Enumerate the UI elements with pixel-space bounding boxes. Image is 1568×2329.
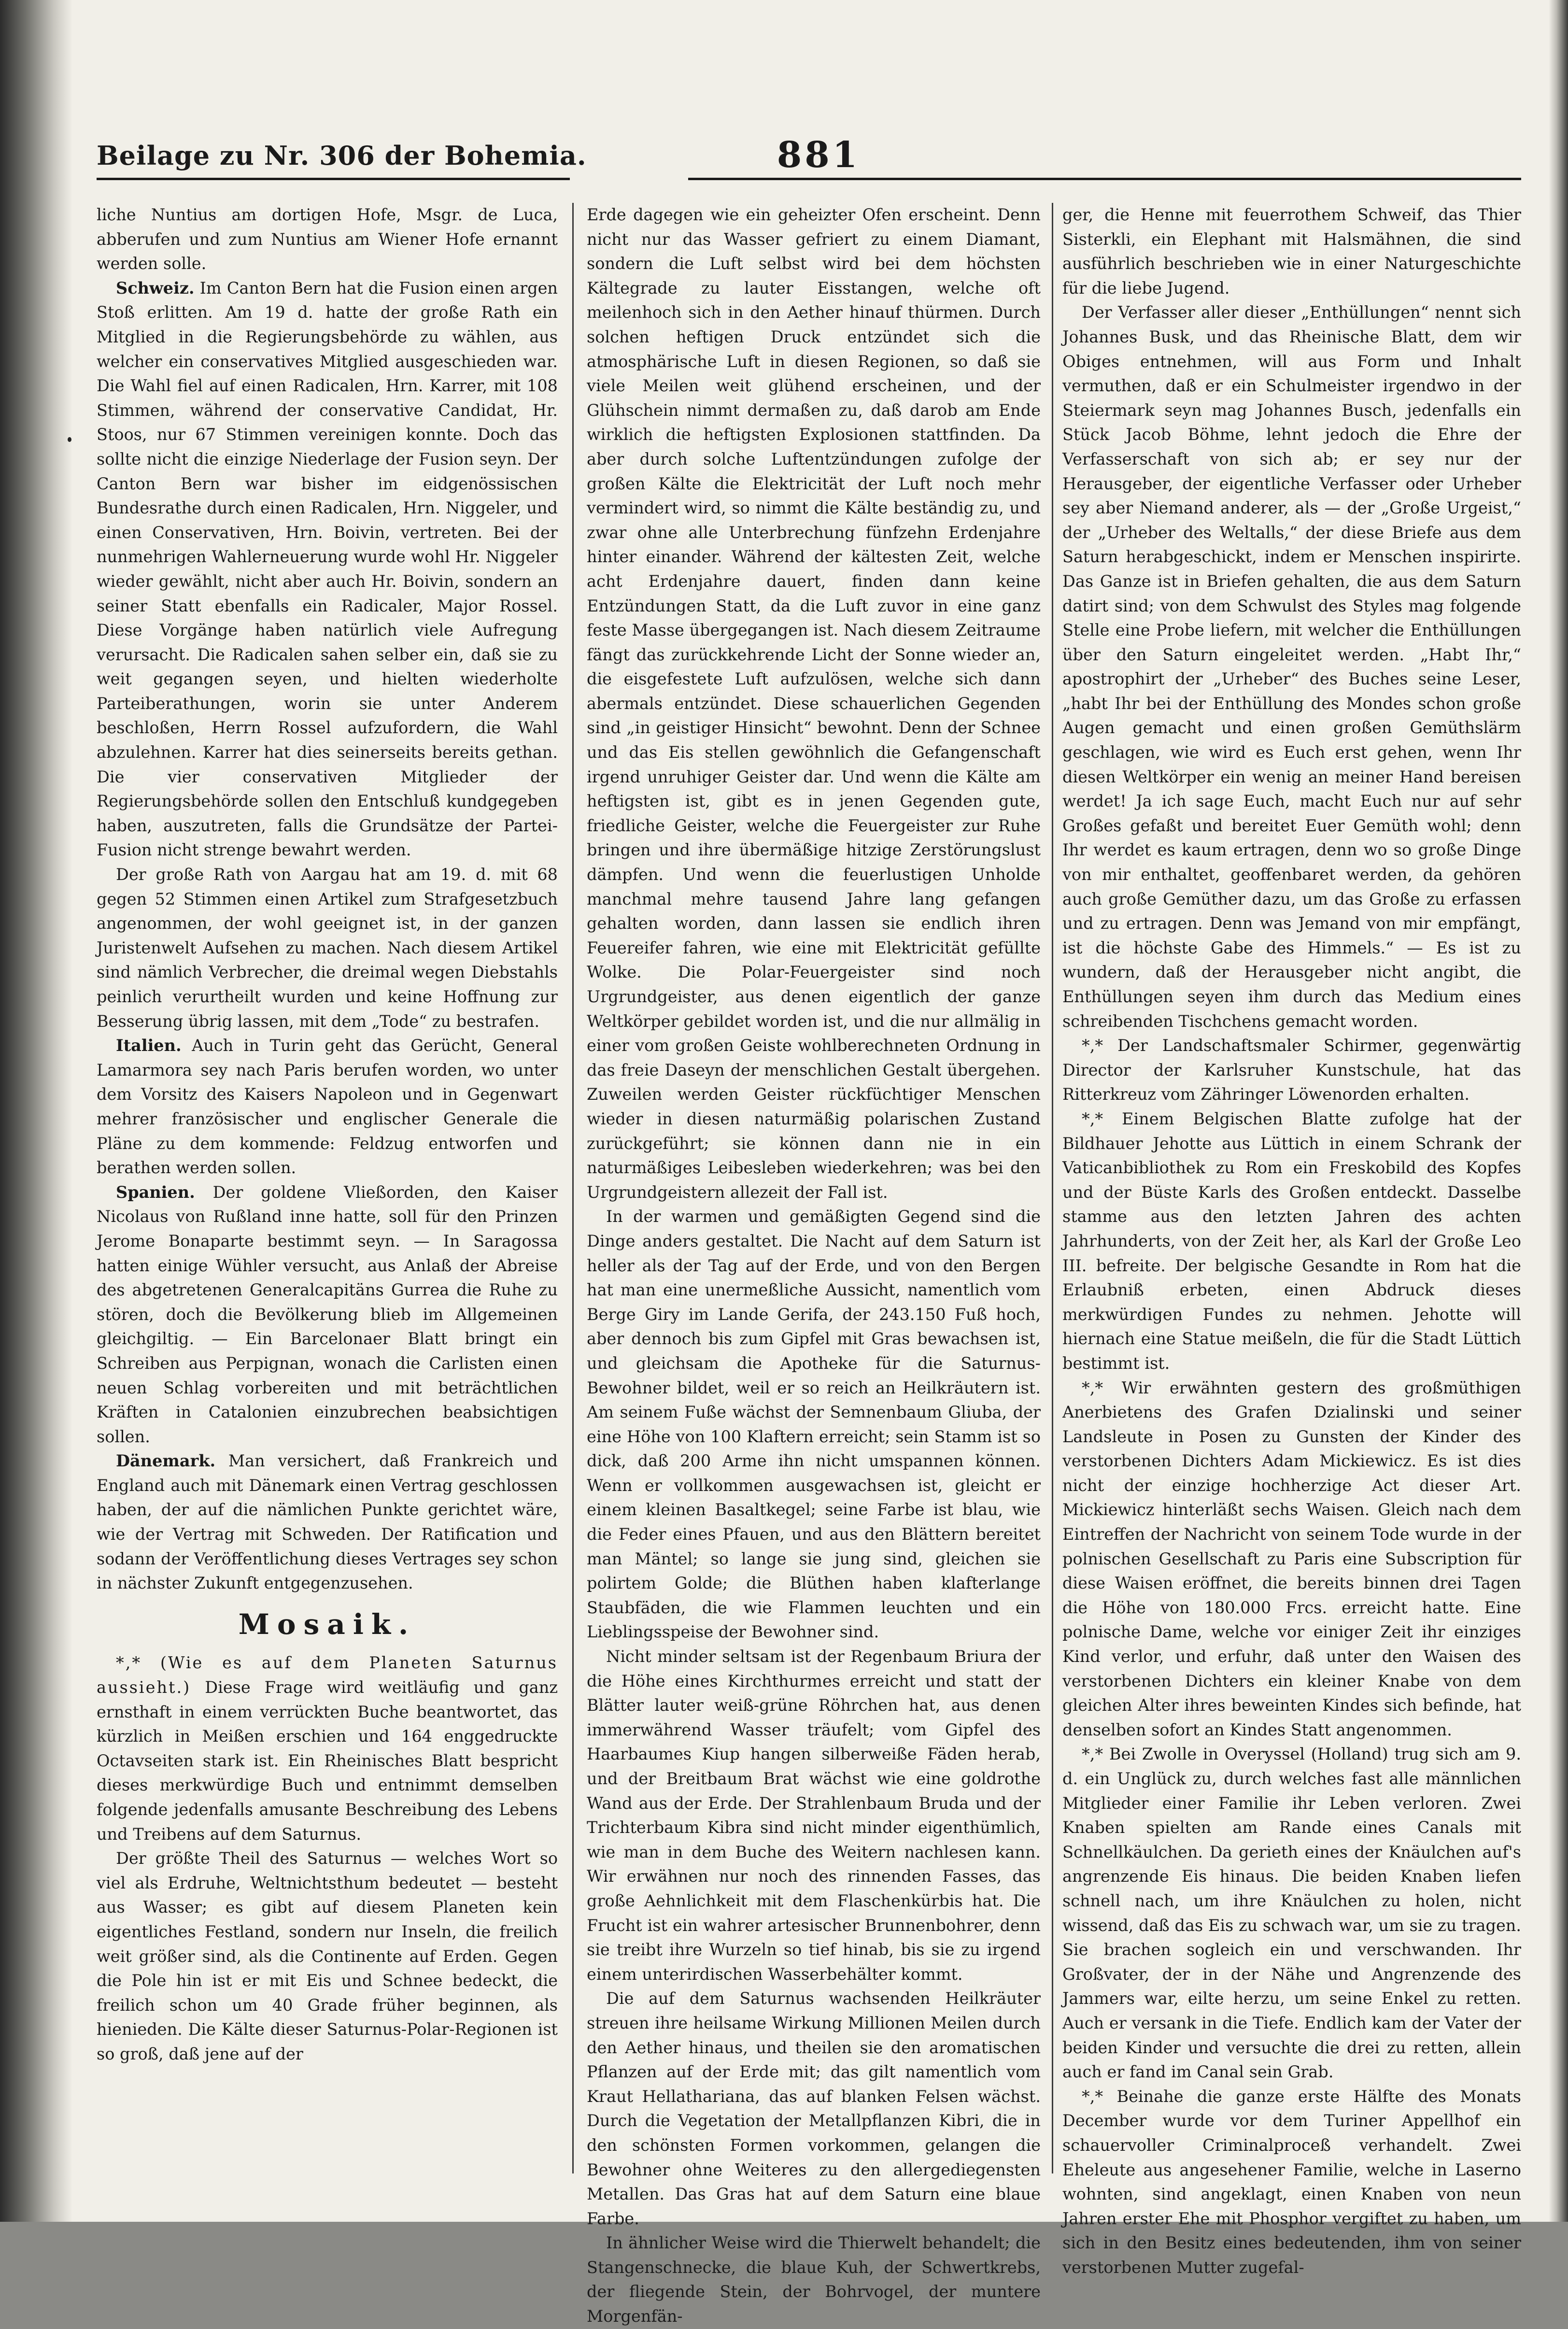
article-paragraph: Erde dagegen wie ein geheizter Ofen erscheint. Denn nicht nur das Wasser gefriert zu einem Diamant, sondern die Luft selbst wird bei dem höchsten Kältegrade zu lauter Eisstangen, welche oft meilenhoch sich in den Aether hinauf thürmen. Durch solchen heftigen Druck entzündet sich die atmosphärische Luft in diesen Regionen, so daß sie viele Meilen weit glühend erscheinen, und der Glühschein nimmt dermaßen zu, daß darob am Ende wirklich die heftigsten Explosionen stattfinden. Da aber durch solche Luftentzündungen zufolge der großen Kälte die Elektricität der Luft noch mehr vermindert wird, so nimmt die Kälte beständig zu, und zwar ohne alle Unterbrechung fünfzehn Erdenjahre hinter einander. Während der kältesten Zeit, welche acht Erdenjahre dauert, finden dann keine Entzündungen Statt, da die Luft zuvor in eine ganz feste Masse übergegangen ist. Nach diesem Zeitraume fängt das zurückkehrende Licht der Sonne wieder an, die eisgefestete Luft aufzulösen, welche sich dann abermals entzündet. Diese schauerlichen Gegenden sind „in geistiger Hinsicht“ bewohnt. Denn der Schnee und das Eis stellen gewöhnlich die Gefangenschaft irgend unruhiger Geister dar. Und wenn die Kälte am heftigsten ist, gibt es in jenen Gegenden gute, friedliche Geister, welche die Feuergeister zur Ruhe bringen und ihre übermäßige hitzige Zerstörungslust dämpfen. Und wenn die feuerlustigen Unholde manchmal mehre tausend Jahre lang gefangen gehalten worden, dann lassen sie endlich ihren Feuereifer fahren, wie eine mit Elektricität gefüllte Wolke. Die Polar-Feuergeister sind noch Urgrundgeister, aus denen eigentlich der ganze Weltkörper gebildet worden ist, und die nur allmälig in einer vom großen Geiste wohlberechneten Ordnung in das freie Daseyn der menschlichen Gestalt übergehen. Zuweilen werden Geister rückfüchtiger Menschen wieder in diesen naturmäßig polarischen Zustand zurückgeführt; sie können dann nie in ein naturmäßiges Leibesleben wiederkehren; was bei den Urgrundgeistern allezeit der Fall ist. [587,205,1041,1202]
page-number: 881 [777,134,861,176]
article-text: Diese Frage wird weitläufig und ganz ernsthaft in einem verrückten Buche beantwortet, das kürzlich in Meißen erschien und 164 enggedruckte Octavseiten stark ist. Ein Rheinisches Blatt bespricht dieses merkwürdige Buch und entnimmt demselben folgende jedenfalls amusante Beschreibung des Lebens und Treibens auf dem Saturnus. [97,1678,558,1844]
ink-speck [68,437,71,442]
header-rule-left [97,178,570,180]
article-paragraph: *,* Bei Zwolle in Overyssel (Holland) trug sich am 9. d. ein Unglück zu, durch welches fast alle männlichen Mitglieder einer Familie ihr Leben verloren. Zwei Knaben spielten am Rande eines Canals mit Schnellkäulchen. Da gerieth eines der Knäulchen auf's angrenzende Eis hinaus. Die beiden Knaben liefen schnell nach, um ihre Knäulchen zu holen, nicht wissend, daß das Eis zu schwach war, um sie zu tragen. Sie brachen sogleich ein und verschwanden. Ihr Großvater, der in der Nähe und Angrenzende des Jammers war, eilte herzu, um seine Enkel zu retten. Auch er versank in die Tiefe. Endlich kam der Vater der beiden Kinder und versuchte die drei zu retten, allein auch er fand im Canal sein Grab. [1062,1745,1521,2082]
article-paragraph [97,276,558,863]
article-paragraph: Nicht minder seltsam ist der Regenbaum Briura der die Höhe eines Kirchthurmes erreicht und statt der Blätter lauter weiß-grüne Röhrchen hat, aus denen immerwährend Wasser träufelt; vom Gipfel des Haarbaumes Kiup hangen silberweiße Fäden herab, und der Breitbaum Brat wächst wie eine goldrothe Wand aus der Erde. Der Strahlenbaum Bruda und der Trichterbaum Kibra sind nicht minder eigenthümlich, wie man in dem Buche des Weitern nachlesen kann. Wir erwähnen nur noch des rinnenden Fasses, das große Aehnlichkeit mit dem Flaschenkürbis hat. Die Frucht ist ein wahrer artesischer Brunnenbohrer, denn sie treibt ihre Wurzeln so tief hinab, bis sie zu irgend einem unterirdischen Wasserbehälter kommt. [587,1647,1041,1984]
article-paragraph: Der größte Theil des Saturnus — welches Wort so viel als Erdruhe, Weltnichtsthum bedeutet — besteht aus Wasser; es gibt auf diesem Planeten kein eigentliches Festland, sondern nur Inseln, die freilich weit größer sind, als die Continente auf Erden. Gegen die Pole hin ist er mit Eis und Schnee bedeckt, die freilich schon um 40 Grade früher beginnen, als hienieden. Die Kälte dieser Saturnus-Polar-Regionen ist so groß, daß jene auf der [97,1849,558,2063]
article-text: Auch in Turin geht das Gerücht, General Lamarmora sey nach Paris berufen worden, wo unter dem Vorsitz des Kaisers Napoleon und in Gegenwart mehrer französischer und englischer Generale die Pläne zu dem kommende: Feldzug entworfen und berathen werden sollen. [97,1036,558,1178]
article-paragraph: liche Nuntius am dortigen Hofe, Msgr. de Luca, abberufen und zum Nuntius am Wiener Hofe ernannt werden solle. [97,205,558,273]
article-paragraph: *,* Der Landschaftsmaler Schirmer, gegenwärtig Director der Karlsruher Kunstschule, hat das Ritterkreuz vom Zähringer Löwenorden erhalten. [1062,1036,1521,1104]
section-lead-switzerland: Schweiz. [116,278,195,298]
newspaper-page [97,126,1521,2326]
text-column-3 [1062,203,1521,2277]
header-rule-right [688,178,1521,180]
article-paragraph: In ähnlicher Weise wird die Thierwelt behandelt; die Stangenschnecke, die blaue Kuh, der Schwertkrebs, der fliegende Stein, der Bohrvogel, der muntere Morgenfän- [587,2233,1041,2326]
article-paragraph [97,1034,558,1180]
article-paragraph [97,1180,558,1449]
section-lead-denmark: Dänemark. [116,1451,216,1471]
article-paragraph: *,* Einem Belgischen Blatte zufolge hat der Bildhauer Jehotte aus Lüttich in einem Schrank der Vaticanbibliothek zu Rom ein Freskobild des Kopfes und der Büste Karls des Großen entdeckt. Dasselbe stamme aus den letzten Jahren des achten Jahrhunderts, von der Zeit her, als Karl der Große Leo III. befreite. Der belgische Gesandte in Rom hat die Erlaubniß erbeten, einen Abdruck dieses merkwürdigen Fundes zu nehmen. Jehotte will hiernach eine Statue meißeln, die für die Stadt Lüttich bestimmt ist. [1062,1109,1521,1373]
text-column-2 [587,203,1041,2326]
article-text: Der goldene Vließorden, den Kaiser Nicolaus von Rußland inne hatte, soll für den Prinzen Jerome Bonaparte bestimmt seyn. — In Saragossa hatten einige Wühler versucht, aus Anlaß der Abreise des abgetretenen Generalcapitäns Gurrea die Ruhe zu stören, doch die Bevölkerung blieb im Allgemeinen gleichgiltig. — Ein Barcelonaer Blatt bringt ein Schreiben aus Perpignan, wonach die Carlisten einen neuen Schlag vorbereiten und mit beträchtlichen Kräften in Catalonien einzubrechen beabsichtigen sollen. [97,1182,558,1446]
page-header [97,126,1521,184]
article-paragraph [97,1449,558,1596]
section-heading-mosaik: Mosaik. [238,1607,416,1641]
article-paragraph: ger, die Henne mit feuerrothem Schweif, das Thier Sisterkli, ein Elephant mit Halsmähnen, die sind ausführlich beschrieben wie in einer Naturgeschichte für die liebe Jugend. [1062,205,1521,298]
column-divider [1052,203,1053,2173]
article-text: Man versichert, daß Frankreich und England auch mit Dänemark einen Vertrag geschlossen haben, der auf die nämlichen Punkte gerichtet wäre, wie der Vertrag mit Schweden. Der Ratification und sodann der Veröffentlichung dieses Vertrages sey schon in nächster Zukunft entgegenzusehen. [97,1451,558,1593]
column-divider [572,203,574,2173]
article-paragraph: Der große Rath von Aargau hat am 19. d. mit 68 gegen 52 Stimmen einen Artikel zum Strafgesetzbuch angenommen, der wohl geeignet ist, in der ganzen Juristenwelt Aufsehen zu machen. Nach diesem Artikel sind nämlich Verbrecher, die dreimal wegen Diebstahls peinlich verurtheilt wurden und keine Hoffnung zur Besserung übrig lassen, mit dem „Tode“ zu bestrafen. [97,865,558,1031]
article-paragraph: Der Verfasser aller dieser „Enthüllungen“ nennt sich Johannes Busk, und das Rheinische Blatt, dem wir Obiges entnehmen, will aus Form und Inhalt vermuthen, daß er ein Schulmeister irgendwo in der Steiermark seyn mag Johannes Busch, jedenfalls ein Stück Jacob Böhme, lehnt jedoch die Ehre der Verfasserschaft von sich ab; er sey nur der Herausgeber, der eigentliche Verfasser oder Urheber sey aber Niemand anderer, als — der „Große Urgeist,“ der „Urheber des Weltalls,“ der diese Briefe aus dem Saturn herabgeschickt, indem er Menschen inspirirte. Das Ganze ist in Briefen gehalten, die aus dem Saturn datirt sind; von dem Schwulst des Styles mag folgende Stelle eine Probe liefern, mit welcher die Enthüllungen über den Saturn eingeleitet werden. „Habt Ihr,“ apostrophirt der „Urheber“ des Buches seine Leser, „habt Ihr bei der Enthüllung des Mondes schon große Augen gemacht und einen großen Gemüthslärm geschlagen, wie wird es Euch erst gehen, wenn Ihr diesen Weltkörper ein wenig an meiner Hand bereisen werdet! Ja ich sage Euch, macht Euch nur auf sehr Großes gefaßt und bereitet Euer Gemüth wohl; denn Ihr werdet es kaum ertragen, denn wo so große Dinge von mir enthaltet, geoffenbaret werden, da gehören auch große Gemüther dazu, um das Große zu erfassen und zu ertragen. Denn was Jemand von mir empfängt, ist die höchste Gabe des Himmels.“ — Es ist zu wundern, daß der Herausgeber nicht angibt, die Enthüllungen seyen ihm durch das Medium eines schreibenden Tischchens gemacht worden. [1062,303,1521,1031]
article-paragraph: *,* Wir erwähnten gestern des großmüthigen Anerbietens des Grafen Dzialinski und seiner Landsleute in Posen zu Gunsten der Kinder des verstorbenen Dichters Adam Mickiewicz. Es ist dies nicht der einzige hochherzige Act dieser Art. Mickiewicz hinterläßt sechs Waisen. Gleich nach dem Eintreffen der Nachricht von seinem Tode wurde in der polnischen Gesellschaft zu Paris eine Subscription für diese Waisen eröffnet, die bereits binnen drei Tagen die Höhe von 180.000 Frcs. erreicht hatte. Eine polnische Dame, welche vor einiger Zeit ihr einziges Kind verlor, und erfuhr, daß unter den Waisen des verstorbenen Dichters ein kleiner Knabe von dem gleichen Alter ihres beweinten Kindes sich befinde, hat denselben sofort an Kindes Statt angenommen. [1062,1378,1521,1739]
article-paragraph [97,1651,558,1846]
supplement-title: Beilage zu Nr. 306 der Bohemia. [97,140,587,171]
article-text: Im Canton Bern hat die Fusion einen argen Stoß erlitten. Am 19 d. hatte der große Rath ein Mitglied in die Regierungsbehörde zu wählen, aus welcher ein conservatives Mitglied ausgeschieden war. Die Wahl fiel auf einen Radicalen, Hrn. Karrer, mit 108 Stimmen, während der conservative Candidat, Hr. Stoos, nur 67 Stimmen vereinigen konnte. Doch das sollte nicht die einzige Niederlage der Fusion seyn. Der Canton Bern war bisher im eidgenössischen Bundesrathe durch einen Radicalen, Hrn. Niggeler, und einen Conservativen, Hrn. Boivin, vertreten. Bei der nunmehrigen Wahlerneuerung wurde wohl Hr. Niggeler wieder gewählt, nicht aber auch Hr. Boivin, sondern an seiner Statt ebenfalls ein Radicaler, Major Rossel. Diese Vorgänge haben natürlich viele Aufregung verursacht. Die Radicalen sahen selber ein, daß sie zu weit gegangen seyen, und hielten wiederholte Parteiberathungen, worin sie unter Anderem beschloßen, Herrn Rossel aufzufordern, die Wahl abzulehnen. Karrer hat dies seinerseits bereits gethan. Die vier conservativen Mitglieder der Regierungsbehörde sollen den Entschluß kundgegeben haben, auszutreten, falls die Grundsätze der Partei-Fusion nicht strenge bewahrt werden. [97,278,558,860]
article-paragraph: *,* Beinahe die ganze erste Hälfte des Monats December wurde vor dem Turiner Appellhof ein schauervoller Criminalproceß verhandelt. Zwei Eheleute aus angesehener Familie, welche in Laserno wohnten, sind angeklagt, einen Knaben von neun Jahren erster Ehe mit Phosphor vergiftet zu haben, um sich in den Besitz eines bedeutenden, ihm von seiner verstorbenen Mutter zugefal- [1062,2087,1521,2277]
article-paragraph: In der warmen und gemäßigten Gegend sind die Dinge anders gestaltet. Die Nacht auf dem Saturn ist heller als der Tag auf der Erde, und von den Bergen hat man eine unermeßliche Aussicht, namentlich vom Berge Giry im Lande Gerifa, der 243.150 Fuß hoch, aber dennoch bis zum Gipfel mit Gras bewachsen ist, und gleichsam die Apotheke für die Saturnus-Bewohner bildet, weil er so reich an Heilkräutern ist. Am seinem Fuße wächst der Semnenbaum Gliuba, der eine Höhe von 100 Klaftern erreicht; sein Stamm ist so dick, daß 200 Arme ihn nicht umspannen können. Wenn er vollkommen ausgewachsen ist, gleicht er einem kleinen Basaltkegel; seine Farbe ist blau, wie die Feder eines Pfauen, und aus den Blättern bereitet man Mäntel; so lange sie jung sind, gleichen sie polirtem Golde; die Blüthen haben klafterlange Staubfäden, die wie Flammen leuchten und ein Lieblingsspeise der Bewohner sind. [587,1207,1041,1642]
article-paragraph: Die auf dem Saturnus wachsenden Heilkräuter streuen ihre heilsame Wirkung Millionen Meilen durch den Aether hinaus, und theilen sie den aromatischen Pflanzen auf der Erde mit; das gilt namentlich vom Kraut Hellathariana, das auf blanken Felsen wächst. Durch die Vegetation der Metallpflanzen Kibri, die in den schönsten Formen vorkommen, gelangen die Bewohner ohne Weiteres zu den allergediegensten Metallen. Das Gras hat auf dem Saturn eine blaue Farbe. [587,1989,1041,2228]
binding-shadow [0,0,72,2222]
item-lead-saturn: *,* (Wie es auf dem Planeten Saturnus aussieht.) [97,1653,558,1697]
section-lead-italy: Italien. [116,1036,182,1055]
page-edge [1549,0,1568,2222]
text-column-1 [97,203,558,2183]
section-lead-spain: Spanien. [116,1182,195,1202]
